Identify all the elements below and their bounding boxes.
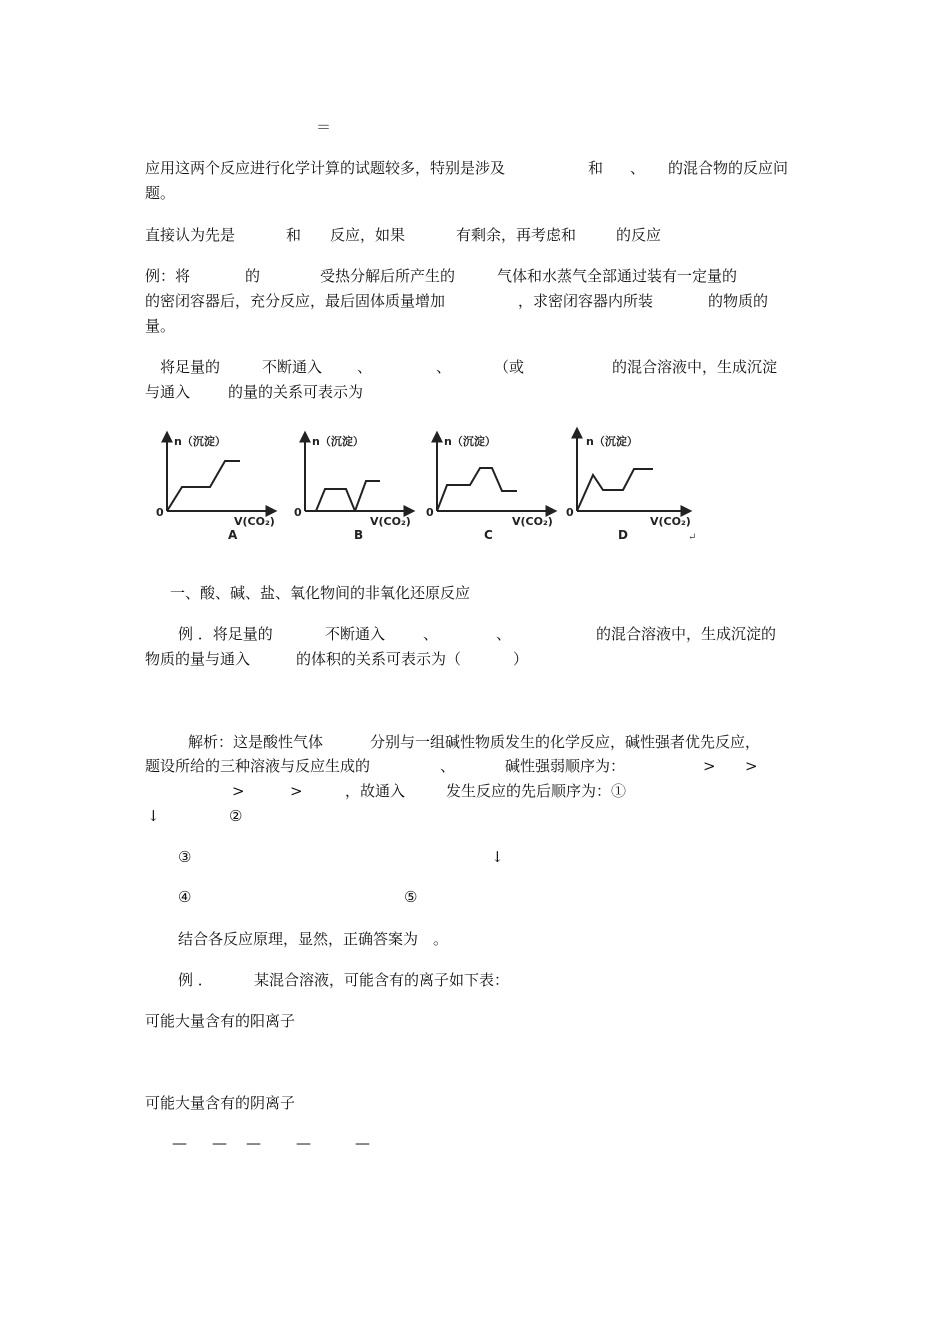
para-2-text: 反应，如果	[330, 226, 406, 244]
x-axis-label: V(CO₂)	[234, 515, 275, 528]
example-1-text: 量。	[145, 317, 176, 335]
analysis-text: 分别与一组碱性物质发生的化学反应，碱性强者优先反应，	[370, 733, 761, 751]
cation-label: 可能大量含有的阳离子	[145, 1012, 296, 1030]
example-2-text: 物质的量与通入	[145, 650, 251, 668]
origin-label: 0	[566, 506, 574, 519]
analysis-text: >	[745, 757, 758, 775]
example-2-text: 、	[423, 625, 439, 643]
analysis-text: >	[232, 782, 245, 800]
example-1-text: ，求密闭容器内所装	[518, 292, 654, 310]
example-1-text: 气体和水蒸气全部通过装有一定量的	[497, 267, 738, 285]
para-4-text: 将足量的	[160, 358, 221, 376]
blank-dash: —	[172, 1134, 187, 1152]
analysis-text: 题设所给的三种溶液与反应生成的	[145, 757, 371, 775]
example-3-label: 例 ．	[178, 971, 213, 989]
analysis-text: 碱性强弱顺序为：	[505, 757, 626, 775]
analysis-text: 、	[440, 757, 456, 775]
step-number: ②	[229, 807, 243, 825]
example-1-text: 受热分解后所产生的	[320, 267, 456, 285]
graph-panel-b	[294, 433, 413, 542]
graph-caption: D	[618, 528, 628, 542]
example-1-text: 的物质的	[708, 292, 769, 310]
para-1-text: 和	[588, 159, 604, 177]
para-1-text: 、	[630, 159, 646, 177]
para-1-text: 的混合物的反应问	[668, 159, 789, 177]
precipitate-graphs-svg	[150, 425, 710, 555]
precipitate-curve	[355, 481, 380, 511]
para-1-text: 应用这两个反应进行化学计算的试题较多，特别是涉及	[145, 159, 506, 177]
para-2-text: 的反应	[616, 226, 662, 244]
precipitate-arrow: ↓	[147, 807, 160, 825]
x-axis-label: V(CO₂)	[370, 515, 411, 528]
example-2-text: 的体积的关系可表示为（	[296, 650, 462, 668]
x-axis-label: V(CO₂)	[512, 515, 553, 528]
x-axis-label: V(CO₂)	[650, 515, 691, 528]
para-4-text: 的量的关系可表示为	[228, 383, 364, 401]
blank-dash: —	[355, 1134, 370, 1152]
step-number: ④	[178, 888, 192, 906]
para-4-text: 与通入	[145, 383, 191, 401]
blank-dash: —	[246, 1134, 261, 1152]
precipitate-curve	[167, 461, 240, 511]
anion-label: 可能大量含有的阴离子	[145, 1094, 296, 1112]
section-heading: 一、酸、碱、盐、氧化物间的非氧化还原反应	[170, 584, 471, 602]
example-1-text: 的	[245, 267, 261, 285]
precipitate-curve	[437, 468, 517, 511]
blank-dash: —	[296, 1134, 311, 1152]
analysis-text: 解析：这是酸性气体	[188, 733, 324, 751]
para-1-text: 题。	[145, 184, 176, 202]
para-2-text: 有剩余，再考虑和	[456, 226, 577, 244]
example-1-text: 的密闭容器后，充分反应，最后固体质量增加	[145, 292, 446, 310]
y-axis-label: n（沉淀）	[444, 435, 496, 448]
y-axis-label: n（沉淀）	[174, 435, 226, 448]
y-axis-label: n（沉淀）	[312, 435, 364, 448]
para-4-text: 不断通入	[262, 358, 323, 376]
graph-caption: B	[354, 528, 364, 542]
step-number: ⑤	[404, 888, 418, 906]
para-2-text: 和	[286, 226, 302, 244]
para-4-text: （或	[494, 358, 525, 376]
graph-panel-c	[426, 433, 555, 542]
graph-panel-a	[156, 433, 275, 542]
example-3-text: 某混合溶液，可能含有的离子如下表：	[254, 971, 510, 989]
blank-dash: —	[212, 1134, 227, 1152]
graph-caption: C	[484, 528, 493, 542]
para-2-text: 直接认为先是	[145, 226, 236, 244]
graph-panel-d	[566, 429, 696, 543]
conclusion-text: 结合各反应原理，显然，正确答案为 。	[178, 930, 449, 948]
precipitate-arrow: ↓	[491, 848, 504, 866]
example-2-text: ）	[513, 650, 529, 668]
analysis-text: >	[290, 782, 303, 800]
origin-label: 0	[426, 506, 434, 519]
graph-caption: A	[228, 528, 238, 542]
example-2-text: 不断通入	[325, 625, 386, 643]
analysis-text: >	[703, 757, 716, 775]
para-4-text: 、	[436, 358, 452, 376]
precipitate-graphs-figure	[150, 425, 710, 555]
example-2-text: 、	[496, 625, 512, 643]
analysis-text: 发生反应的先后顺序为：①	[446, 782, 627, 800]
y-axis-label: n（沉淀）	[586, 435, 638, 448]
para-4-text: 的混合溶液中，生成沉淀	[612, 358, 778, 376]
paragraph-mark: ↵	[688, 532, 697, 543]
origin-label: 0	[294, 506, 302, 519]
analysis-text: ，故通入	[345, 782, 406, 800]
example-2-text: 例 ．将足量的	[178, 625, 273, 643]
precipitate-curve	[305, 489, 355, 511]
equals-sign: ＝	[316, 118, 332, 136]
example-1-text: 例：将	[145, 267, 191, 285]
example-2-text: 的混合溶液中，生成沉淀的	[596, 625, 777, 643]
step-number: ③	[178, 848, 192, 866]
para-4-text: 、	[357, 358, 373, 376]
origin-label: 0	[156, 506, 164, 519]
precipitate-curve	[577, 469, 653, 511]
